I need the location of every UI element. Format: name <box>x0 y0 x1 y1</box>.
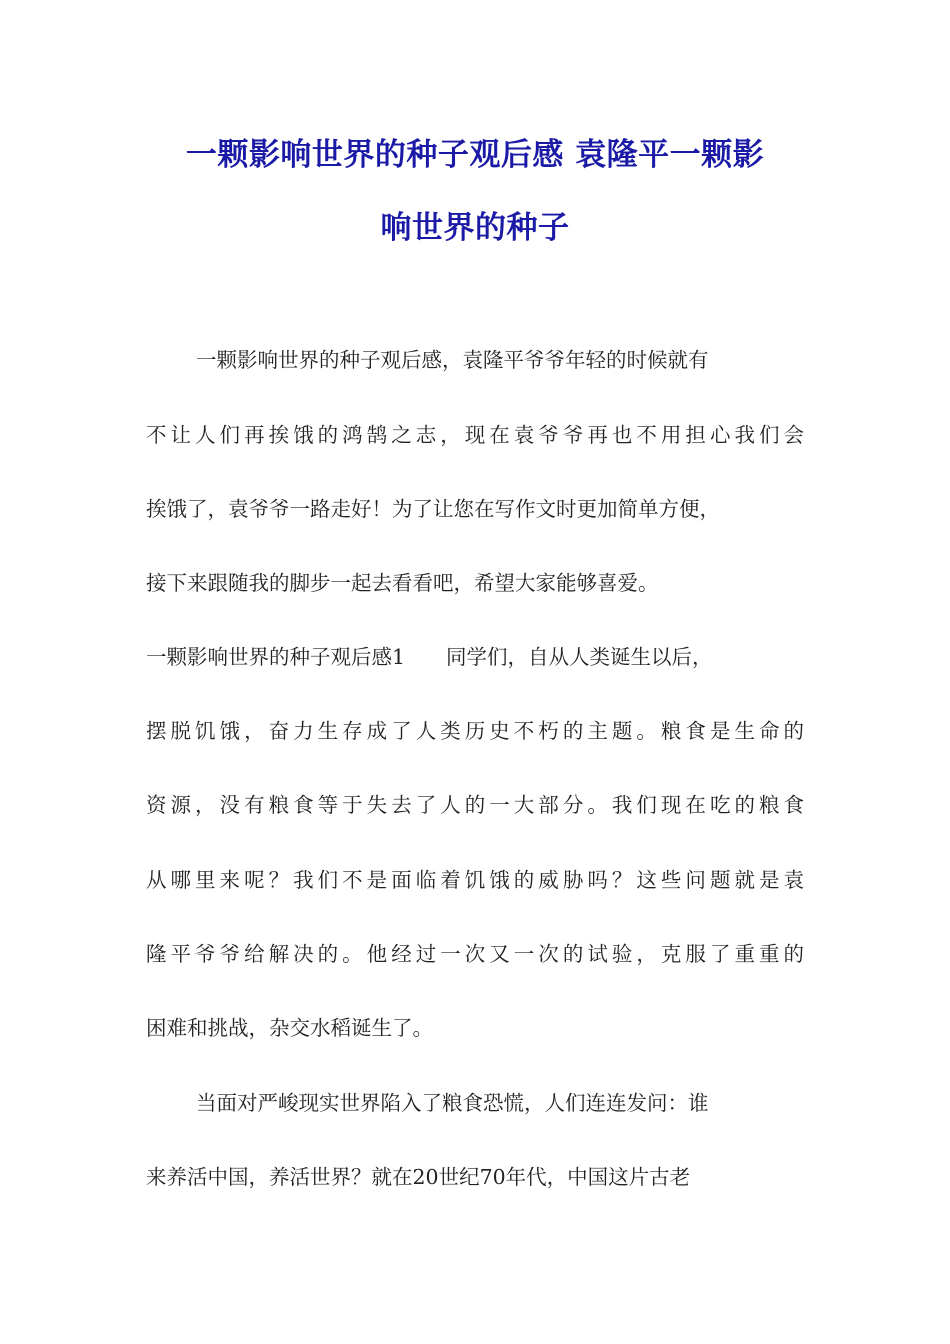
body-line-10: 困难和挑战，杂交水稻诞生了。 <box>146 1016 433 1040</box>
document-title-line-1: 一颗影响世界的种子观后感 袁隆平一颗影 <box>185 137 765 173</box>
body-line-3: 挨饿了，袁爷爷一路走好！为了让您在写作文时更加简单方便， <box>146 497 720 521</box>
document-title-line-2: 响世界的种子 <box>380 210 570 246</box>
body-line-7: 资源，没有粮食等于失去了人的一大部分。我们现在吃的粮食 <box>146 793 804 817</box>
body-line-2: 不让人们再挨饿的鸿鹄之志，现在袁爷爷再也不用担心我们会 <box>146 423 804 447</box>
body-line-5: 一颗影响世界的种子观后感1 同学们，自从人类诞生以后， <box>146 645 713 669</box>
body-line-1: 一颗影响世界的种子观后感，袁隆平爷爷年轻的时候就有 <box>196 348 709 372</box>
body-line-11: 当面对严峻现实世界陷入了粮食恐慌，人们连连发问：谁 <box>196 1091 709 1115</box>
body-line-9: 隆平爷爷给解决的。他经过一次又一次的试验，克服了重重的 <box>146 942 804 966</box>
body-line-4: 接下来跟随我的脚步一起去看看吧，希望大家能够喜爱。 <box>146 571 659 595</box>
body-line-8: 从哪里来呢？我们不是面临着饥饿的威胁吗？这些问题就是袁 <box>146 868 804 892</box>
body-line-6: 摆脱饥饿，奋力生存成了人类历史不朽的主题。粮食是生命的 <box>146 719 804 743</box>
body-line-12: 来养活中国，养活世界？就在20世纪70年代，中国这片古老 <box>146 1165 691 1189</box>
